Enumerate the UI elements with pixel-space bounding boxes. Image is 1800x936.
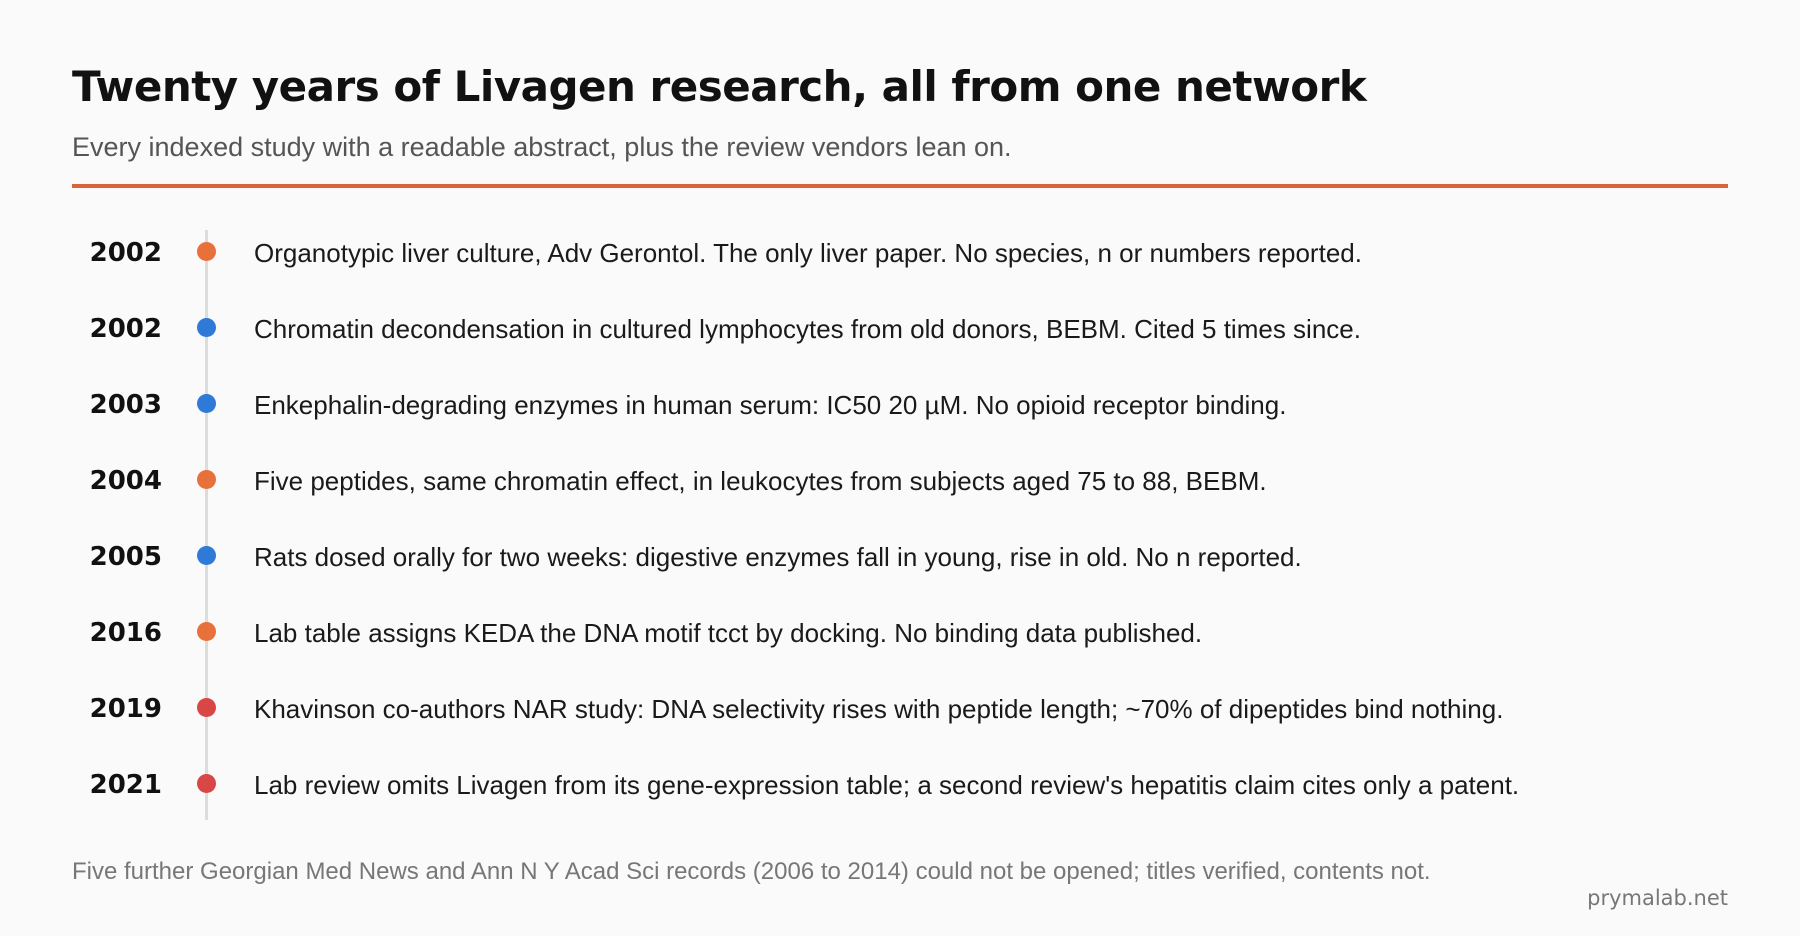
timeline-event (0, 458, 1800, 502)
event-description: Chromatin decondensation in cultured lymphocytes from old donors, BEBM. Cited 5 times since. (254, 314, 1361, 344)
event-year: 2016 (89, 618, 162, 648)
event-marker-dot (197, 470, 216, 489)
event-marker-dot (197, 318, 216, 337)
timeline-event (0, 382, 1800, 426)
event-description: Lab review omits Livagen from its gene-expression table; a second review's hepatitis claim cites only a patent. (254, 770, 1520, 800)
event-year: 2004 (89, 466, 162, 496)
event-description: Organotypic liver culture, Adv Gerontol. The only liver paper. No species, n or numbers reported. (254, 238, 1362, 268)
page-title: Twenty years of Livagen research, all from one network (72, 62, 1367, 111)
event-year: 2005 (89, 542, 162, 572)
event-marker-dot (197, 622, 216, 641)
timeline-event (0, 534, 1800, 578)
event-description: Enkephalin-degrading enzymes in human serum: IC50 20 µM. No opioid receptor binding. (254, 390, 1287, 420)
event-year: 2021 (89, 770, 162, 800)
timeline-event (0, 610, 1800, 654)
event-marker-dot (197, 242, 216, 261)
timeline-event (0, 306, 1800, 350)
event-description: Five peptides, same chromatin effect, in leukocytes from subjects aged 75 to 88, BEBM. (254, 466, 1267, 496)
source-credit: prymalab.net (1587, 886, 1728, 910)
event-year: 2019 (89, 694, 162, 724)
event-description: Khavinson co-authors NAR study: DNA selectivity rises with peptide length; ~70% of dipeptides bind nothing. (254, 694, 1504, 724)
event-description: Rats dosed orally for two weeks: digestive enzymes fall in young, rise in old. No n reported. (254, 542, 1302, 572)
event-marker-dot (197, 546, 216, 565)
event-marker-dot (197, 698, 216, 717)
event-year: 2003 (89, 390, 162, 420)
footnote: Five further Georgian Med News and Ann N Y Acad Sci records (2006 to 2014) could not be opened; titles verified, contents not. (72, 858, 1431, 885)
timeline-event (0, 686, 1800, 730)
event-year: 2002 (89, 314, 162, 344)
page-subtitle: Every indexed study with a readable abstract, plus the review vendors lean on. (72, 132, 1012, 162)
event-marker-dot (197, 774, 216, 793)
timeline-event (0, 762, 1800, 806)
event-year: 2002 (89, 238, 162, 268)
timeline-event (0, 230, 1800, 274)
event-description: Lab table assigns KEDA the DNA motif tcct by docking. No binding data published. (254, 618, 1203, 648)
event-marker-dot (197, 394, 216, 413)
